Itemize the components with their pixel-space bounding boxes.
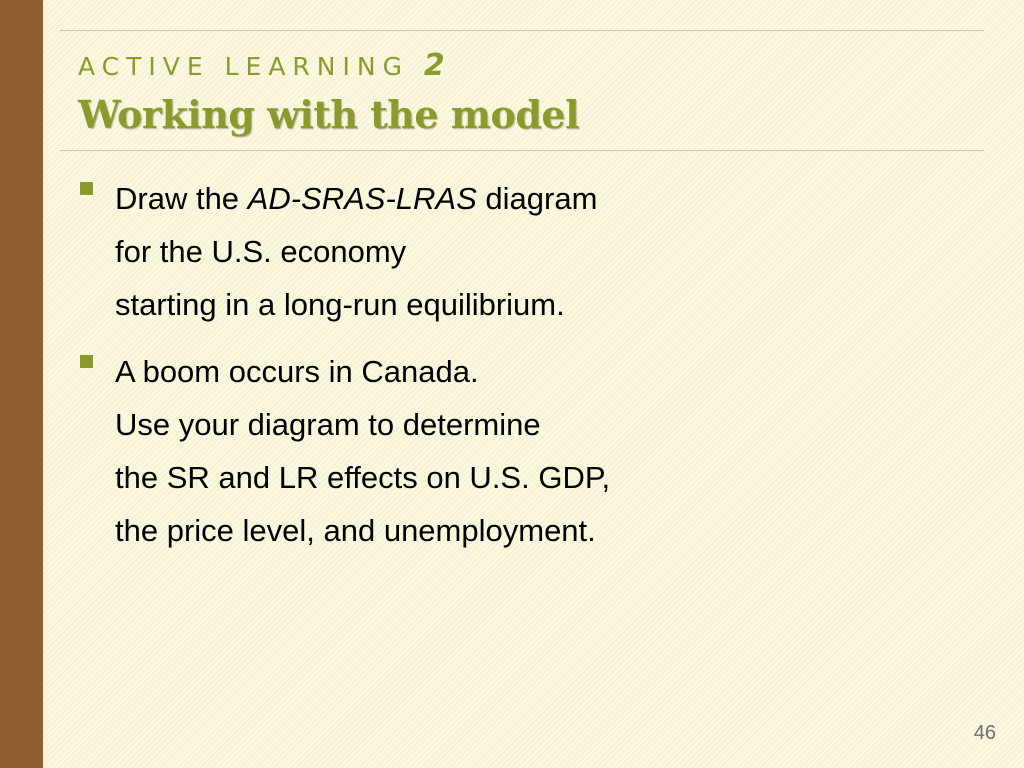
left-accent-bar bbox=[0, 0, 43, 768]
square-bullet-icon bbox=[80, 355, 93, 368]
kicker-text: ACTIVE LEARNING bbox=[78, 52, 409, 81]
bullet-1-prefix: Draw the bbox=[115, 181, 248, 216]
bullet-1-line-1 bbox=[115, 172, 610, 225]
bullet-1-suffix: diagram bbox=[476, 181, 598, 216]
page-number: 46 bbox=[973, 722, 996, 744]
title-divider bbox=[60, 150, 984, 151]
top-divider bbox=[60, 30, 984, 31]
bullet-2-line-2: Use your diagram to determine bbox=[115, 407, 541, 442]
bullet-list bbox=[78, 172, 610, 557]
bullet-2-line-1: A boom occurs in Canada. bbox=[115, 354, 479, 389]
slide-title: Working with the model bbox=[78, 92, 580, 137]
bullet-item-2 bbox=[78, 345, 610, 557]
bullet-2-line-4: the price level, and unemployment. bbox=[115, 513, 596, 548]
bullet-1-emphasis: AD-SRAS-LRAS bbox=[247, 181, 477, 216]
bullet-2-line-3: the SR and LR effects on U.S. GDP, bbox=[115, 460, 611, 495]
slide-kicker bbox=[78, 48, 445, 83]
bullet-1-line-2: for the U.S. economy bbox=[115, 234, 407, 269]
bullet-item-1 bbox=[78, 172, 610, 331]
bullet-1-line-3: starting in a long-run equilibrium. bbox=[115, 287, 565, 322]
square-bullet-icon bbox=[80, 182, 93, 195]
kicker-number: 2 bbox=[423, 48, 445, 83]
